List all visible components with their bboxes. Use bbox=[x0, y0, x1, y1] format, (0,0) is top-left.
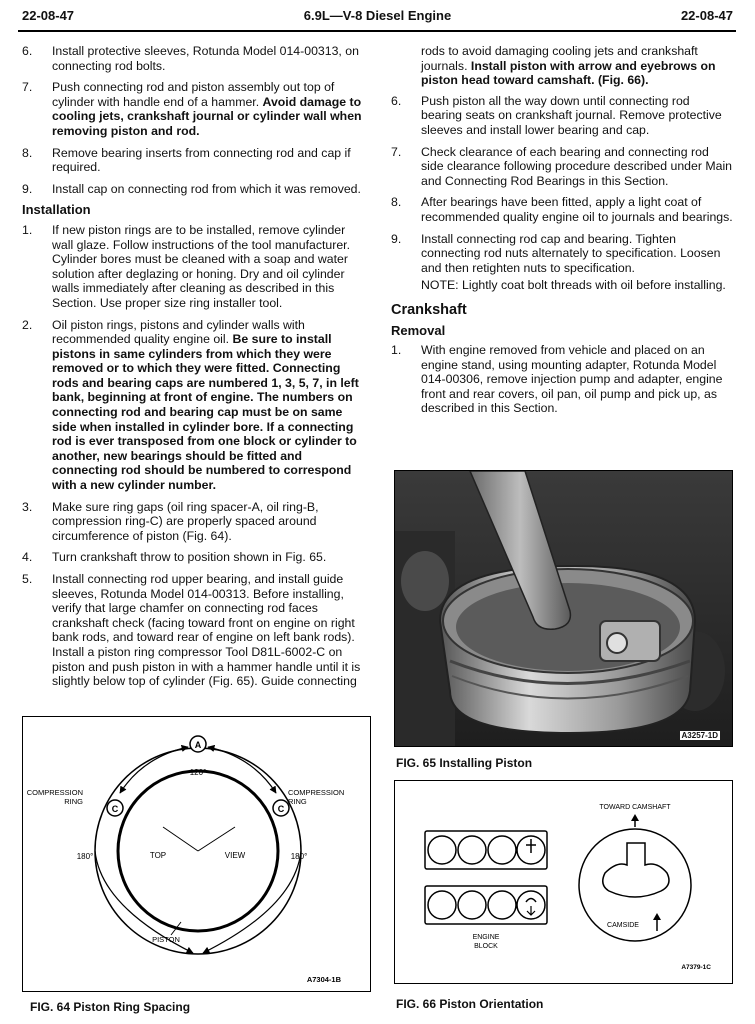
list-item bbox=[22, 80, 367, 138]
item-text: With engine removed from vehicle and placed on an engine stand, using mounting adapter, Rotunda Model 014-00306, remove injection pump and adapter, engine front and rear covers, oil pan, oil pump and pick up, as described in this Section. bbox=[421, 343, 723, 416]
list-item bbox=[391, 145, 733, 189]
continuation-paragraph bbox=[421, 44, 733, 88]
page-number-left: 22-08-47 bbox=[22, 8, 75, 23]
list-item bbox=[391, 343, 733, 416]
installation-heading: Installation bbox=[22, 202, 91, 218]
crankshaft-heading: Crankshaft bbox=[391, 301, 467, 318]
item-number: 1. bbox=[22, 222, 33, 237]
figure-code: A3257-1D bbox=[681, 731, 718, 740]
list-item bbox=[391, 232, 733, 276]
top-label: TOP bbox=[149, 851, 167, 860]
item-number: 7. bbox=[391, 144, 402, 159]
item-text: Push connecting rod and piston assembly out top of cylinder with handle end of a hammer. bbox=[52, 80, 335, 109]
list-item bbox=[22, 44, 367, 73]
item-text: After bearings have been fitted, apply a light coat of recommended quality engine oil to journals and bearings. bbox=[421, 195, 733, 224]
right-column bbox=[391, 44, 733, 423]
list-item bbox=[22, 318, 367, 493]
item-text: Install connecting rod upper bearing, and install guide sleeves, Rotunda Model 014-00313. Before installing, verify that large chamfer on connecting rod faces crankshaft check (facing toward front on engine on right bank rods, and toward rear of engine on left bank rods). Install a piston ring compressor Tool D81L-6002-C on piston and push piston in with a hammer handle until it is slightly below top of cylinder (Fig. 65). Guide connecting bbox=[52, 572, 361, 689]
block-label: BLOCK bbox=[474, 943, 498, 950]
figure-caption: FIG. 64 Piston Ring Spacing bbox=[30, 1000, 191, 1014]
item-text: Install cap on connecting rod from which it was removed. bbox=[52, 181, 361, 196]
list-item bbox=[22, 223, 367, 311]
page-number-right: 22-08-47 bbox=[680, 8, 733, 23]
item-number: 7. bbox=[22, 80, 33, 95]
item-body bbox=[52, 318, 367, 493]
compression-ring-left-1: COMPRESSION bbox=[26, 788, 83, 797]
continuation-text: rods to avoid damaging cooling jets and crankshaft journals. bbox=[421, 44, 698, 73]
item-number: 6. bbox=[22, 44, 33, 58]
list-item bbox=[22, 572, 367, 689]
angle-180-right: 180° bbox=[290, 852, 308, 861]
list-item bbox=[22, 146, 367, 175]
list-item bbox=[391, 195, 733, 224]
piston-photo-illustration bbox=[395, 471, 732, 746]
continuation-warning: Install piston with arrow and eyebrows on piston head toward camshaft. (Fig. 66). bbox=[421, 58, 716, 88]
piston-label: PISTON bbox=[152, 935, 180, 944]
compression-ring-right-1: COMPRESSION bbox=[288, 788, 345, 797]
item-number: 9. bbox=[391, 231, 402, 246]
item-number: 9. bbox=[22, 181, 33, 196]
page-title: 6.9L—V-8 Diesel Engine bbox=[303, 8, 452, 23]
item-text: Make sure ring gaps (oil ring spacer-A, oil ring-B, compression ring-C) are properly spaced around circumference of piston (Fig. 64). bbox=[52, 499, 319, 543]
view-label: VIEW bbox=[224, 851, 246, 860]
figure-caption: FIG. 66 Piston Orientation bbox=[396, 997, 544, 1011]
label-c-left: C bbox=[111, 804, 119, 814]
figure-piston-orientation bbox=[394, 780, 733, 984]
note: NOTE: Lightly coat bolt threads with oil before installing. bbox=[421, 278, 726, 293]
ring-spacing-diagram bbox=[23, 717, 370, 991]
toward-camshaft-label: TOWARD CAMSHAFT bbox=[599, 804, 671, 811]
item-text: If new piston rings are to be installed, remove cylinder wall glaze. Follow instructions of the tool manufacturer. Cylinder bores must be cleaned with a soap and water solution after deglazing or honing. Dry and oil cylinder walls immediately after cleaning as described in this Section. Use proper size ring installer tool. bbox=[52, 222, 351, 310]
compression-ring-right-2: RING bbox=[288, 797, 307, 806]
item-number: 3. bbox=[22, 499, 33, 514]
item-body bbox=[52, 80, 367, 138]
left-column bbox=[22, 44, 367, 696]
item-text: Push piston all the way down until connecting rod bearing seats on crankshaft journal. Remove protective sleeves and install lower bearing and cap. bbox=[421, 93, 722, 137]
figure-installing-piston bbox=[394, 470, 733, 747]
removal-heading: Removal bbox=[391, 322, 446, 338]
figure-piston-ring-spacing bbox=[22, 716, 371, 992]
item-warning: Be sure to install pistons in same cylinders from which they were removed or to which they were fitted. Connecting rods and bearing caps are numbered 1, 3, 5, 7, in left bank, beginning at front of engine. The numbers on connecting rod and bearing cap must be on same side when installed in cylinder bore. If a connecting rod is ever transposed from one block or cylinder to another, new bearings should be fitted and connecting rod should be numbered to correspond with a new cylinder number. bbox=[52, 332, 359, 493]
piston-orientation-diagram bbox=[395, 781, 732, 983]
camside-label: CAMSIDE bbox=[607, 922, 639, 929]
item-number: 8. bbox=[391, 195, 402, 210]
angle-120: 120° bbox=[189, 768, 207, 777]
item-number: 2. bbox=[22, 317, 33, 332]
list-item bbox=[22, 550, 367, 565]
item-text: Turn crankshaft throw to position shown in Fig. 65. bbox=[52, 550, 327, 565]
item-text: Install connecting rod cap and bearing. Tighten connecting rod nuts alternately to specification. Loosen and then retighten nuts to specification. bbox=[421, 231, 721, 275]
item-warning: Avoid damage to cooling jets, crankshaft journal or cylinder wall when removing piston and rod. bbox=[52, 94, 362, 138]
item-number: 5. bbox=[22, 572, 33, 586]
angle-180-left: 180° bbox=[76, 852, 94, 861]
label-c-right: C bbox=[277, 804, 285, 814]
item-text: Oil piston rings, pistons and cylinder walls with recommended quality engine oil. bbox=[52, 317, 305, 347]
item-text: Check clearance of each bearing and connecting rod side clearance following procedure described under Main and Connecting Rod Bearings in this Section. bbox=[421, 144, 733, 188]
item-number: 8. bbox=[22, 145, 33, 160]
figure-code: A7379-1C bbox=[681, 964, 711, 971]
engine-label: ENGINE bbox=[472, 934, 500, 941]
item-number: 4. bbox=[22, 550, 33, 565]
item-number: 6. bbox=[391, 93, 402, 108]
list-item bbox=[391, 94, 733, 138]
header-rule bbox=[18, 30, 736, 32]
list-item bbox=[22, 182, 367, 197]
item-text: Remove bearing inserts from connecting rod and cap if required. bbox=[52, 145, 351, 175]
item-text: Install protective sleeves, Rotunda Model 014-00313, on connecting rod bolts. bbox=[52, 44, 359, 73]
compression-ring-left-2: RING bbox=[64, 797, 83, 806]
figure-caption: FIG. 65 Installing Piston bbox=[396, 756, 533, 770]
figure-code: A7304-1B bbox=[306, 975, 341, 984]
label-a: A bbox=[194, 740, 202, 750]
list-item bbox=[22, 500, 367, 544]
item-number: 1. bbox=[391, 343, 402, 358]
